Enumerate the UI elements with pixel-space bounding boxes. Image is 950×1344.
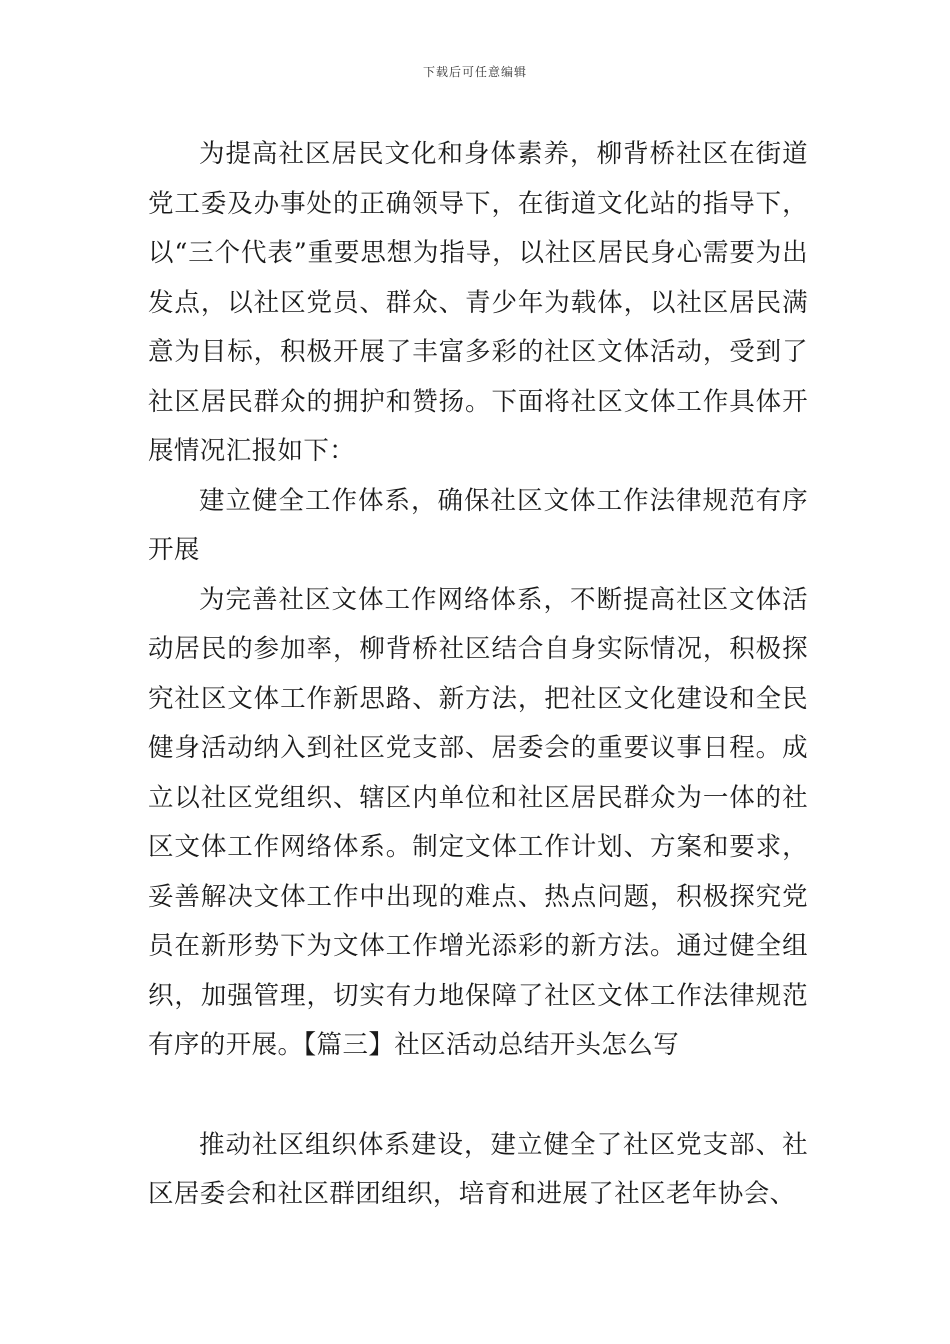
paragraph-organization: 推动社区组织体系建设，建立健全了社区党支部、社区居委会和社区群团组织，培育和进展了社区老年协会、 [148,1129,808,1209]
paragraph-heading: 建立健全工作体系，确保社区文体工作法律规范有序开展 [148,485,808,565]
document-body [148,130,808,1220]
paragraph-intro: 为提高社区居民文化和身体素养，柳背桥社区在街道党工委及办事处的正确领导下，在街道文化站的指导下，以“三个代表”重要思想为指导，以社区居民身心需要为出发点，以社区党员、群众、青少年为载体，以社区居民满意为目标，积极开展了丰富多彩的社区文体活动，受到了社区居民群众的拥护和赞扬。下面将社区文体工作具体开展情况汇报如下： [148,139,808,466]
paragraph-spacer [148,1071,808,1121]
paragraph-network: 为完善社区文体工作网络体系，不断提高社区文体活动居民的参加率，柳背桥社区结合自身实际情况，积极探究社区文体工作新思路、新方法，把社区文化建设和全民健身活动纳入到社区党支部、居委会的重要议事日程。成立以社区党组织、辖区内单位和社区居民群众为一体的社区文体工作网络体系。制定文体工作计划、方案和要求，妥善解决文体工作中出现的难点、热点问题，积极探究党员在新形势下为文体工作增光添彩的新方法。通过健全组织，加强管理，切实有力地保障了社区文体工作法律规范有序的开展。【篇三】社区活动总结开头怎么写 [148,584,808,1060]
page-header: 下载后可任意编辑 [422,65,527,79]
